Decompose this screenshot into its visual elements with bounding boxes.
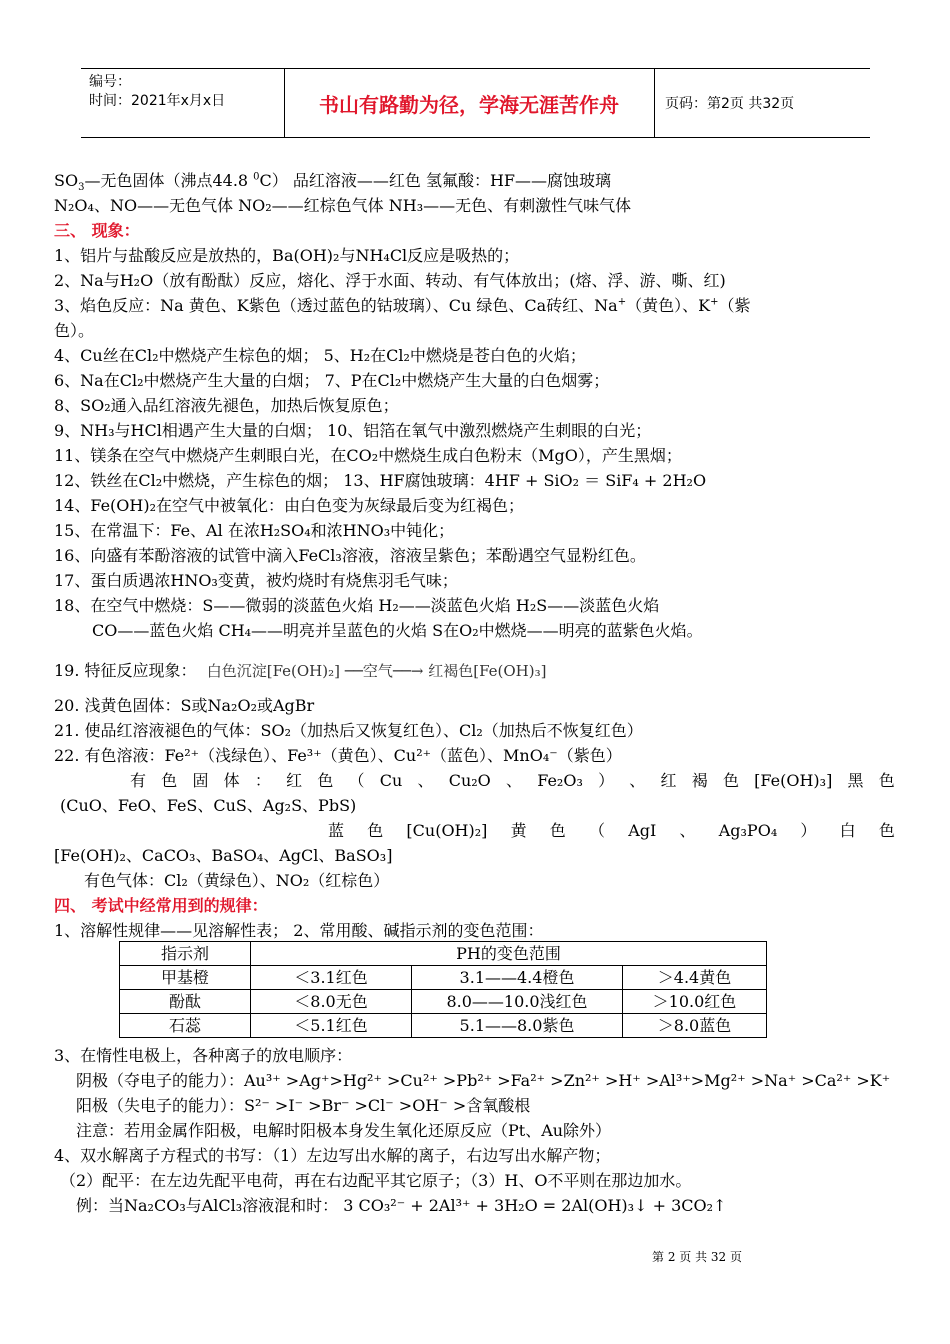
item-8: 8、SO₂通入品红溶液先褪色，加热后恢复原色； (54, 396, 399, 415)
spread-token: 色 (161, 771, 178, 790)
spread-token: 红 (286, 771, 303, 790)
table-header-row (120, 942, 767, 966)
header-meta (89, 73, 225, 111)
item-15: 15、在常温下：Fe、Al 在浓H₂SO₄和浓HNO₃中钝化； (54, 521, 455, 540)
indicator-table (119, 941, 767, 1038)
spread-token: [Cu(OH)₂] (406, 821, 488, 840)
item-20: 20. 浅黄色固体：S或Na₂O₂或AgBr (54, 696, 315, 715)
table-cell: 石蕊 (120, 1014, 251, 1038)
spread-token: 白 (839, 821, 856, 840)
spread-token: 褐 (691, 771, 708, 790)
text: （紫 (718, 296, 751, 315)
spread-token: 色 (722, 771, 739, 790)
spread-token: Cu₂O (448, 771, 491, 790)
table-cell: 8.0——10.0浅红色 (412, 990, 623, 1014)
item-1: 1、铝片与盐酸反应是放热的，Ba(OH)₂与NH₄Cl反应是吸热的； (54, 246, 520, 265)
spread-token: （ (589, 821, 606, 840)
item-4-5: 4、Cu丝在Cl₂中燃烧产生棕色的烟； 5、H₂在Cl₂中燃烧是苍白色的火焰； (54, 346, 586, 365)
item-2: 2、Na与H₂O（放有酚酞）反应，熔化、浮于水面、转动、有气体放出；(熔、浮、游、嘶、红) (54, 271, 726, 290)
spread-token: Ag₃PO₄ (718, 821, 778, 840)
spread-token: ： (254, 771, 271, 790)
colored-solids-line-2 (328, 820, 895, 842)
page-footer: 第 2 页 共 32 页 (652, 1250, 742, 1264)
spread-token: 黑 (847, 771, 864, 790)
spread-token: 、 (629, 771, 646, 790)
spread-token: 蓝 (328, 821, 345, 840)
item-14: 14、Fe(OH)₂在空气中被氧化：由白色变为灰绿最后变为红褐色； (54, 496, 525, 515)
spread-token: Cu (379, 771, 403, 790)
spread-token: 、 (679, 821, 696, 840)
table-cell: 甲基橙 (120, 966, 251, 990)
reaction-formula: 白色沉淀[Fe(OH)₂] ──空气──→ 红褐色[Fe(OH)₃] (206, 662, 547, 680)
rule-4: 4、双水解离子方程式的书写：（1）左边写出水解的离子，右边写出水解产物； (54, 1146, 611, 1165)
rule-3: 3、在惰性电极上，各种离子的放电顺序： (54, 1046, 353, 1065)
spread-token: 、 (417, 771, 434, 790)
item-18-cont: CO——蓝色火焰 CH₄——明亮并呈蓝色的火焰 S在O₂中燃烧——明亮的蓝紫色火焰。 (92, 621, 703, 640)
spread-token: 色 (878, 821, 895, 840)
spread-token: 色 (549, 821, 566, 840)
item-21: 21. 使品红溶液褪色的气体：SO₂（加热后又恢复红色）、Cl₂（加热后不恢复红色） (54, 721, 643, 740)
header-motto: 书山有路勤为径，学海无涯苦作舟 (319, 92, 619, 117)
section-3-heading: 三、 现象： (54, 221, 140, 240)
line-gases: N₂O₄、NO——无色气体 NO₂——红棕色气体 NH₃——无色、有刺激性气味气体 (54, 196, 632, 215)
anode-order: 阳极（失电子的能力）：S²⁻ >I⁻ >Br⁻ >Cl⁻ >OH⁻ >含氧酸根 (76, 1096, 531, 1115)
line-so3: $SO_3—$无色固体（沸点44.8 $^0$C） 品红溶液——红色 氢氟酸：HF——腐蚀玻璃 (54, 171, 612, 194)
table-header-cell: 指示剂 (120, 942, 251, 966)
spread-token: 、 (506, 771, 523, 790)
item-3: 3、焰色反应：Na 黄色、K紫色（透过蓝色的钴玻璃）、Cu 绿色、Ca砖红、Na+（黄色）、K+（紫 (54, 296, 751, 315)
spread-token: ） (800, 821, 817, 840)
item-19 (54, 660, 546, 682)
text: 3、焰色反应：Na 黄色、K紫色（透过蓝色的钴玻璃）、Cu 绿色、Ca砖红、Na (54, 296, 618, 315)
spread-token: Fe₂O₃ (537, 771, 583, 790)
header-number: 编号： (89, 74, 131, 90)
example-equation: 例：当Na₂CO₃与AlCl₃溶液混和时： 3 CO₃²⁻ + 2Al³⁺ + 3H₂O = 2Al(OH)₃↓ + 3CO₂↑ (76, 1196, 727, 1215)
table-cell: ＞4.4黄色 (623, 966, 767, 990)
table-row (120, 990, 767, 1014)
item-22: 22. 有色溶液：Fe²⁺（浅绿色）、Fe³⁺（黄色）、Cu²⁺（蓝色）、MnO₄⁻（紫色） (54, 746, 622, 765)
text: C） 品红溶液——红色 氢氟酸：HF——腐蚀玻璃 (259, 171, 612, 190)
spread-token: 色 (367, 821, 384, 840)
cathode-order: 阴极（夺电子的能力）：Au³⁺ >Ag⁺>Hg²⁺ >Cu²⁺ >Pb²⁺ >Fa²⁺ >Zn²⁺ >H⁺ >Al³⁺>Mg²⁺ >Na⁺ >Ca²⁺ >K⁺ (76, 1071, 891, 1090)
section-4-heading: 四、 考试中经常用到的规律： (54, 896, 268, 915)
spread-token: （ (348, 771, 365, 790)
spread-token: [Fe(OH)₃] (754, 771, 833, 790)
page-header (81, 68, 870, 138)
item-6-7: 6、Na在Cl₂中燃烧产生大量的白烟； 7、P在Cl₂中燃烧产生大量的白色烟雾； (54, 371, 610, 390)
table-cell: 5.1——8.0紫色 (412, 1014, 623, 1038)
table-cell: ＞8.0蓝色 (623, 1014, 767, 1038)
table-row (120, 966, 767, 990)
rule-4-cont: （2）配平：在左边先配平电荷，再在右边配平其它原子；（3）H、O不平则在那边加水。 (60, 1171, 692, 1190)
table-header-cell: PH的变色范围 (251, 942, 767, 966)
spread-token: 有 (130, 771, 147, 790)
colored-solids-white: [Fe(OH)₂、CaCO₃、BaSO₄、AgCl、BaSO₃] (54, 846, 393, 865)
table-cell: ＜5.1红色 (251, 1014, 412, 1038)
table-cell: ＜3.1红色 (251, 966, 412, 990)
colored-solids-line (130, 770, 895, 792)
spread-token: 体 (223, 771, 240, 790)
table-cell: ＞10.0红色 (623, 990, 767, 1014)
spread-token: 色 (878, 771, 895, 790)
table-row (120, 1014, 767, 1038)
item-12-13: 12、铁丝在Cl₂中燃烧，产生棕色的烟； 13、HF腐蚀玻璃：4HF + SiO₂ ＝ SiF₄ + 2H₂O (54, 471, 707, 490)
item-18: 18、在空气中燃烧：S——微弱的淡蓝色火焰 H₂——淡蓝色火焰 H₂S——淡蓝色火焰 (54, 596, 660, 615)
item-3-cont: 色）。 (54, 321, 95, 340)
item-16: 16、向盛有苯酚溶液的试管中滴入FeCl₃溶液，溶液呈紫色；苯酚遇空气显粉红色。 (54, 546, 646, 565)
item-17: 17、蛋白质遇浓HNO₃变黄，被灼烧时有烧焦羽毛气味； (54, 571, 458, 590)
spread-token: 色 (317, 771, 334, 790)
rule-1-2: 1、溶解性规律——见溶解性表； 2、常用酸、碱指示剂的变色范围： (54, 921, 544, 940)
spread-token: ） (598, 771, 615, 790)
table-cell: ＜8.0无色 (251, 990, 412, 1014)
spread-token: 固 (192, 771, 209, 790)
colored-gases: 有色气体：Cl₂（黄绿色）、NO₂（红棕色） (84, 871, 390, 890)
table-cell: 酚酞 (120, 990, 251, 1014)
spread-token: 黄 (510, 821, 527, 840)
spread-token: AgI (628, 821, 657, 840)
item-9-10: 9、NH₃与HCl相遇产生大量的白烟； 10、铝箔在氧气中激烈燃烧产生刺眼的白光； (54, 421, 652, 440)
spread-token: 红 (660, 771, 677, 790)
text: （黄色）、K (626, 296, 711, 315)
electrolysis-note: 注意：若用金属作阳极，电解时阳极本身发生氧化还原反应（Pt、Au除外） (76, 1121, 612, 1140)
header-divider (654, 69, 655, 137)
text: 19. 特征反应现象： (54, 661, 197, 680)
colored-solids-black: (CuO、FeO、FeS、CuS、Ag₂S、PbS) (60, 796, 357, 815)
header-page: 页码：第2页 共32页 (665, 96, 795, 112)
header-time: 时间：2021年x月x日 (89, 93, 226, 109)
table-cell: 3.1——4.4橙色 (412, 966, 623, 990)
item-11: 11、镁条在空气中燃烧产生刺眼白光，在CO₂中燃烧生成白色粉末（MgO），产生黑烟； (54, 446, 682, 465)
text: SO (54, 171, 79, 190)
text: —无色固体（沸点44.8 (84, 171, 254, 190)
